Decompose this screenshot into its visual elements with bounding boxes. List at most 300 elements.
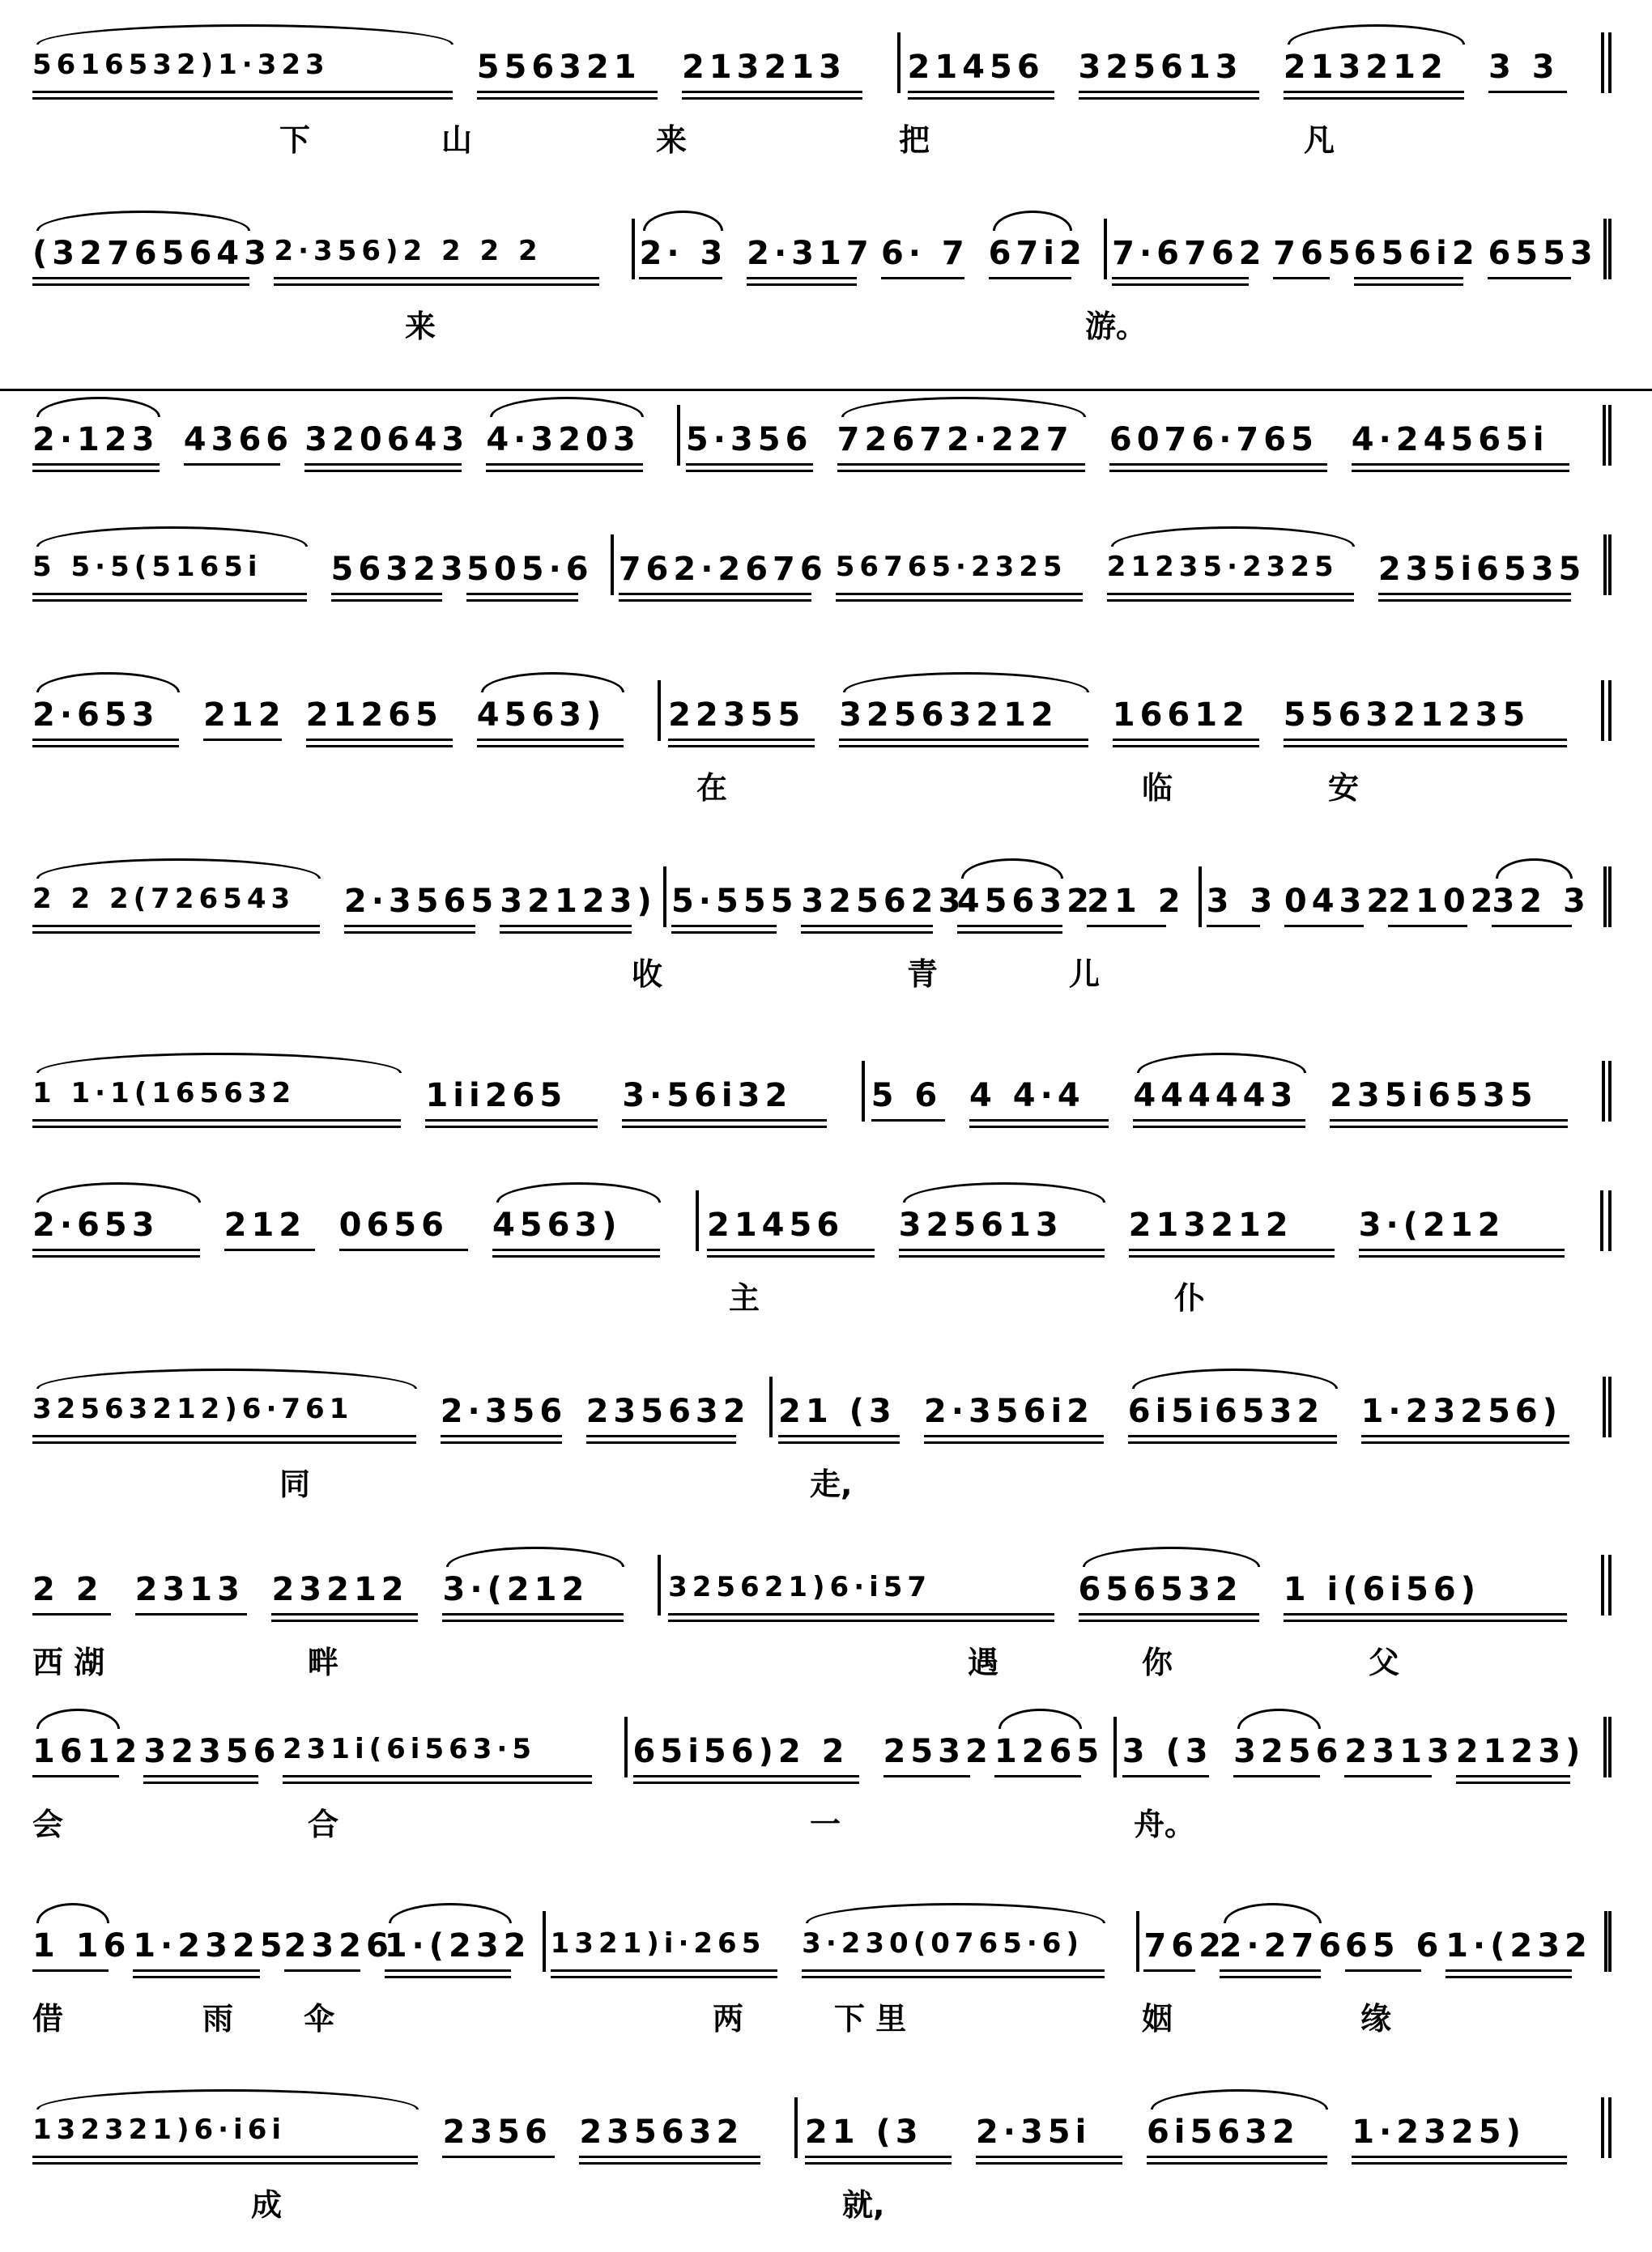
note-group: 4 4·4 [969,1077,1085,1114]
beam-underline [500,925,631,927]
beam-underline [899,1249,1105,1251]
beam-underline [801,931,932,934]
note-group: 2·653 [32,696,160,734]
note-group: 2·3565 [343,883,499,920]
slur-arc [36,1903,109,1923]
note-group: 235i6535 [1330,1077,1538,1114]
barline [1603,1717,1607,1777]
note-group: 762 [1143,1927,1226,1965]
beam-underline [1284,97,1464,100]
beam-underline [1388,925,1467,927]
note-group: 67i2 [988,235,1087,272]
beam-underline [989,277,1072,279]
note-group: 16612 [1112,696,1250,734]
note-group: 22355 [668,696,806,734]
note-group: 2356 [442,2114,552,2151]
slur-arc [1111,526,1355,547]
beam-underline [908,97,1054,100]
note-group: 132321)6·i6i [32,2114,287,2146]
lyric-syllable: 畔 [308,1645,339,1680]
beam-underline [579,2156,760,2158]
note-group: 212 [224,1207,307,1244]
beam-underline [836,599,1083,602]
lyric-syllable: 儿 [1069,956,1101,992]
beam-underline [1079,1620,1259,1622]
note-group: 21456 [907,49,1045,86]
beam-underline [1133,1119,1305,1122]
beam-underline [747,283,857,286]
note-group: 556321 [476,49,641,86]
slur-arc [998,1709,1082,1729]
slur-arc [496,1182,661,1203]
beam-underline [924,1441,1104,1444]
beam-underline [969,1119,1109,1122]
beam-underline [133,1969,259,1972]
note-group: (32765643 [32,235,271,272]
note-group: 6076·765 [1109,421,1318,458]
beam-underline [883,1775,970,1777]
beam-underline [283,1775,592,1777]
lyric-syllable: 舟。 [1134,1807,1196,1842]
beam-underline [1079,91,1259,93]
beam-underline [1109,470,1327,472]
barline-end [1608,1377,1612,1437]
beam-underline [836,593,1083,595]
note-group: 21 2 [1087,883,1186,920]
beam-underline [1143,1969,1194,1972]
lyric-syllable: 父 [1369,1645,1400,1680]
notation-row [32,1571,1624,1680]
lyric-syllable: 走, [810,1467,853,1502]
note-group: 444443 [1133,1077,1298,1114]
beam-underline [1488,277,1571,279]
barline [658,1555,661,1616]
beam-underline [839,745,1088,747]
note-group: 2326 [283,1927,394,1965]
beam-underline [466,599,578,602]
lyric-syllable: 安 [1328,770,1360,806]
beam-underline [551,1976,778,1978]
barline [1113,1717,1117,1777]
beam-underline [1220,1969,1321,1972]
note-group: 2532 [883,1733,993,1770]
beam-underline [477,745,624,747]
beam-underline [805,2162,952,2165]
beam-underline [633,1775,859,1777]
beam-underline [184,463,280,466]
beam-underline [32,745,179,747]
beam-underline [686,470,813,472]
note-group: 6i5632 [1146,2114,1300,2151]
beam-underline [924,1435,1104,1437]
beam-underline [1129,1255,1335,1258]
barline [1136,1911,1139,1972]
beam-underline [32,463,160,466]
note-group: 32356 [143,1733,281,1770]
slur-arc [1288,24,1465,45]
beam-underline [274,283,598,286]
lyric-syllable: 会 [32,1807,64,1842]
barline [677,405,680,466]
note-group: 65 6 [1344,1927,1444,1965]
note-group: 231i(6i563·5 [282,1733,536,1765]
beam-underline [801,925,932,927]
barline-end [1608,866,1612,927]
lyric-syllable: 来 [656,122,688,158]
note-group: 325623 [801,883,966,920]
slur-arc [1151,2089,1328,2109]
note-group: 4·24565i [1351,421,1549,458]
note-group: 6553 [1488,235,1598,272]
notation-row [32,883,1624,992]
note-group: 5·356 [685,421,813,458]
lyric-syllable: 青 [907,956,939,992]
slur-arc [36,1182,201,1203]
barline [794,2097,798,2158]
note-group: 2313 [1344,1733,1454,1770]
beam-underline [32,1775,119,1777]
slur-arc [1132,1369,1338,1389]
note-group: 2123) [1455,1733,1586,1770]
beam-underline [1284,739,1567,741]
note-group: 325621)6·i57 [668,1571,932,1603]
lyric-syllable: 下 [279,122,311,158]
note-group: 325613 [1078,49,1243,86]
beam-underline [1113,739,1259,741]
beam-underline [32,931,320,934]
note-group: 2 2 [32,1571,104,1608]
beam-underline [1087,925,1166,927]
barline [624,1717,628,1777]
notation-row [32,1207,1624,1316]
beam-underline [619,593,811,595]
beam-underline [32,91,453,93]
beam-underline [1112,283,1249,286]
barline [1603,1377,1606,1437]
lyric-syllable: 雨 [202,2001,234,2037]
note-group: 6i5i6532 [1127,1393,1325,1430]
notation-row [32,1077,1624,1174]
beam-underline [1352,2156,1566,2158]
note-group: 4563) [492,1207,622,1244]
beam-underline [802,1976,1105,1978]
barline [1601,680,1604,741]
beam-underline [1359,1255,1565,1258]
note-group: 556321235 [1283,696,1531,734]
slur-arc [36,1369,417,1389]
barline-end [1608,1911,1612,1972]
note-group: 325613 [898,1207,1063,1244]
beam-underline [477,97,658,100]
barline [1601,2097,1604,2158]
beam-underline [304,470,462,472]
beam-underline [579,2162,760,2165]
note-group: 0432 [1284,883,1394,920]
beam-underline [639,277,722,279]
beam-underline [32,277,249,279]
lyric-syllable: 游。 [1085,309,1147,344]
beam-underline [442,1613,623,1616]
beam-underline [1352,470,1569,472]
beam-underline [1330,1126,1568,1128]
beam-underline [32,1435,416,1437]
beam-underline [1284,1613,1567,1616]
beam-underline [1207,925,1260,927]
note-group: 5 5·5(5165i [32,551,262,583]
note-group: 2·356)2 2 2 2 [274,235,543,267]
beam-underline [284,1969,360,1972]
beam-underline [1129,1249,1335,1251]
beam-underline [1109,463,1327,466]
beam-underline [1344,1775,1431,1777]
note-group: 6· 7 [880,235,969,272]
beam-underline [671,931,777,934]
note-group: 656i2 [1353,235,1480,272]
beam-underline [1488,91,1567,93]
barline [632,219,635,279]
note-group: 320643 [304,421,470,458]
note-group: 1 i(6i56) [1283,1571,1481,1608]
beam-underline [1233,1775,1320,1777]
beam-underline [881,277,964,279]
lyric-syllable: 把 [899,122,930,158]
beam-underline [668,745,815,747]
note-group: 21456 [707,1207,845,1244]
note-group: 3·(212 [1358,1207,1505,1244]
beam-underline [1345,1969,1421,1972]
note-group: 3 (3 [1122,1733,1213,1770]
barline [1603,534,1607,595]
barline-end [1608,219,1612,279]
beam-underline [1361,1441,1570,1444]
lyric-syllable: 一 [810,1807,841,1842]
beam-underline [486,463,643,466]
barline-end [1608,1717,1612,1777]
beam-underline [747,277,857,279]
note-group: 1·2325) [1352,2114,1526,2151]
slur-arc [36,526,308,547]
note-group: 656532 [1078,1571,1243,1608]
lyric-syllable: 姻 [1142,2001,1173,2037]
system-separator-rule [0,389,1652,391]
beam-underline [1147,2156,1327,2158]
barline-end [1608,1190,1612,1251]
note-group: 235632 [585,1393,751,1430]
beam-underline [32,599,307,602]
beam-underline [32,1969,109,1972]
barline-end [1608,534,1612,595]
notation-row [32,696,1624,806]
beam-underline [32,739,179,741]
beam-underline [1128,1435,1337,1437]
beam-underline [682,97,862,100]
beam-underline [32,283,249,286]
lyric-syllable: 在 [696,770,728,806]
beam-underline [586,1441,737,1444]
lyric-syllable: 来 [405,309,436,344]
beam-underline [331,593,443,595]
lyric-syllable: 凡 [1304,122,1335,158]
barline [611,534,614,595]
slur-arc [993,211,1073,231]
beam-underline [486,470,643,472]
barline [1603,866,1607,927]
slur-arc [36,1053,402,1073]
beam-underline [224,1249,315,1251]
beam-underline [802,1969,1105,1972]
beam-underline [686,463,813,466]
notation-row [32,1393,1624,1502]
note-group: 32563212 [839,696,1058,734]
beam-underline [32,1255,200,1258]
beam-underline [1122,1775,1209,1777]
lyric-syllable: 山 [441,122,473,158]
beam-underline [1147,2162,1327,2165]
note-group: 3·(212 [442,1571,590,1608]
beam-underline [492,1255,660,1258]
slur-arc [843,672,1089,692]
beam-underline [778,1441,900,1444]
beam-underline [994,1775,1081,1777]
slur-arc [36,672,180,692]
lyric-syllable: 你 [1142,1645,1173,1680]
beam-underline [274,277,598,279]
beam-underline [1456,1782,1571,1784]
barline [663,866,666,927]
note-group: 3 3 [1206,883,1278,920]
beam-underline [622,1119,827,1122]
lyric-syllable: 两 [713,2001,744,2037]
beam-underline [425,1126,598,1128]
note-group: 2·276 [1219,1927,1347,1965]
beam-underline [837,463,1085,466]
notation-row [32,421,1624,518]
beam-underline [32,1126,401,1128]
slur-arc [903,1182,1105,1203]
barline [1199,866,1202,927]
note-group: 1ii265 [425,1077,568,1114]
beam-underline [1354,283,1464,286]
barline [897,32,901,93]
note-group: 1321)i·265 [550,1927,766,1960]
lyric-syllable: 借 [32,2001,64,2037]
slur-arc [1224,1903,1322,1923]
note-group: 212 [203,696,286,734]
barline [1104,219,1107,279]
beam-underline [32,1119,401,1122]
note-group: 23212 [271,1571,409,1608]
beam-underline [32,2162,418,2165]
lyric-syllable: 就, [842,2187,885,2223]
beam-underline [306,739,453,741]
slur-arc [36,2089,419,2109]
beam-underline [633,1782,859,1784]
notation-row [32,1927,1624,2037]
beam-underline [707,1249,875,1251]
beam-underline [283,1782,592,1784]
beam-underline [969,1126,1109,1128]
note-group: 1 1·1(165632 [32,1077,296,1109]
beam-underline [1446,1969,1572,1972]
beam-underline [668,1613,1054,1616]
beam-underline [671,925,777,927]
beam-underline [957,931,1062,934]
beam-underline [871,1119,945,1122]
slur-arc [446,1547,624,1567]
beam-underline [1112,277,1249,279]
slur-arc [961,858,1063,879]
barline [769,1377,773,1437]
beam-underline [622,1126,827,1128]
barline [543,1911,546,1972]
beam-underline [1107,599,1354,602]
beam-underline [1220,1976,1321,1978]
beam-underline [1284,925,1364,927]
slur-arc [36,858,321,879]
beam-underline [957,925,1062,927]
barline-end [1608,405,1612,466]
barline [1601,32,1604,93]
beam-underline [1492,925,1571,927]
slur-arc [806,1903,1105,1923]
beam-underline [32,2156,418,2158]
beam-underline [1354,277,1464,279]
beam-underline [1330,1119,1568,1122]
beam-underline [32,97,453,100]
lyric-syllable: 收 [632,956,663,992]
note-group: 32 3 [1492,883,1590,920]
beam-underline [385,1976,511,1978]
slur-arc [36,397,160,417]
beam-underline [1079,1613,1259,1616]
note-group: 45632 [956,883,1094,920]
note-group: 213213 [681,49,846,86]
barline-end [1608,680,1612,741]
note-group: 4366 [183,421,294,458]
slur-arc [1237,1709,1321,1729]
note-group: 4563) [476,696,607,734]
lyric-syllable: 缘 [1360,2001,1392,2037]
beam-underline [271,1613,418,1616]
beam-underline [839,739,1088,741]
note-group: 2·317 [747,235,874,272]
note-group: 56765·2325 [835,551,1067,583]
note-group: 765 [1273,235,1356,272]
note-group: 1·(232 [384,1927,531,1965]
beam-underline [551,1969,778,1972]
note-group: 0656 [338,1207,449,1244]
beam-underline [306,745,453,747]
note-group: 762·2676 [618,551,828,588]
note-group: 21 (3 [778,1393,896,1430]
notation-row [32,2114,1624,2223]
beam-underline [32,1613,111,1616]
beam-underline [1361,1435,1570,1437]
beam-underline [143,1782,258,1784]
beam-underline [1107,593,1354,595]
barline [1603,405,1606,466]
beam-underline [271,1620,418,1622]
slur-arc [36,211,250,231]
beam-underline [442,1620,623,1622]
note-group: 65i56)2 2 [632,1733,849,1770]
lyric-syllable: 同 [279,1467,311,1502]
notation-row [32,235,1624,344]
note-group: 2· 3 [639,235,728,272]
note-group: 1612 [32,1733,143,1770]
beam-underline [304,463,462,466]
notation-row [32,551,1624,648]
